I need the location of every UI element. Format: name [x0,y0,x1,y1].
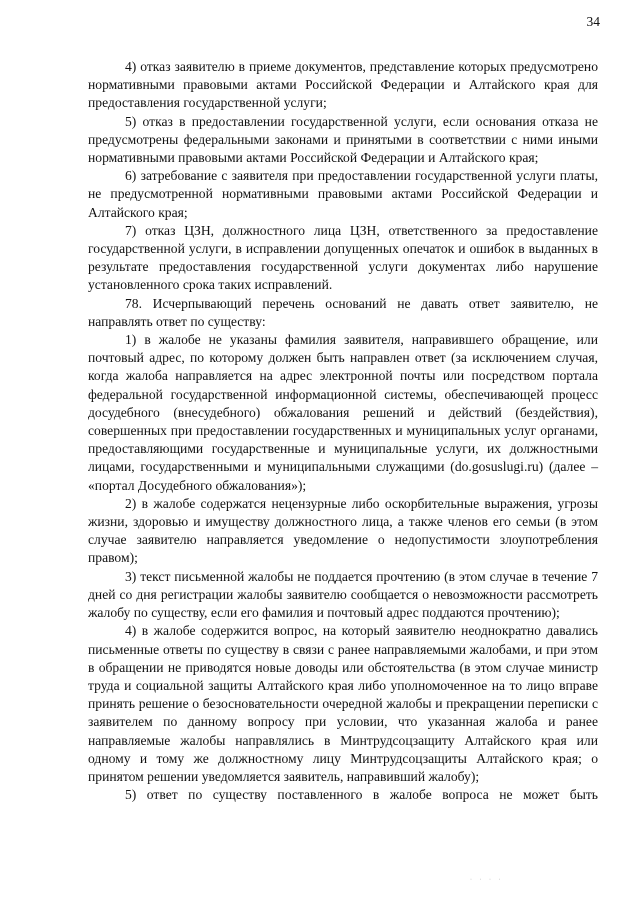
page-number: 34 [586,14,600,29]
paragraph-item-5-refusal-service: 5) отказ в предоставлении государственной услуги, если основания отказа не предусмотрены федеральными законами и принятыми в соответствии с ними иными нормативными правовыми актами Российской Федерации и Алтайского края; [88,113,598,166]
scan-speck-marks: · · · · [470,877,504,883]
paragraph-item-7-correction-refusal: 7) отказ ЦЗН, должностного лица ЦЗН, ответственного за предоставление государственной услуги, в исправлении допущенных опечаток и ошибок в выданных в результате предоставления государственной услуги документах либо нарушение установленного срока таких исправлений. [88,222,598,293]
paragraph-item-4-repeated: 4) в жалобе содержится вопрос, на который заявителю неоднократно давались письменные ответы по существу в связи с ранее направляемыми жалобами, и при этом в обращении не приводятся новые доводы или обстоятельства (в этом случае министр труда и социальной защиты Алтайского края либо уполномоченное на то лицо вправе принять решение о безосновательности очередной жалобы и прекращении переписки с заявителем по данному вопросу при условии, что указанная жалоба и ранее направляемые жалобы направлялись в Минтрудсоцзащиту Алтайского края или одному и тому же должностному лицу Минтрудсоцзащиты Алтайского края; о принятом решении уведомляется заявитель, направивший жалобу); [88,623,598,784]
paragraph-item-4-refusal-docs: 4) отказ заявителю в приеме документов, представление которых предусмотрено нормативными правовыми актами Российской Федерации и Алтайского края для предоставления государственной услуги; [88,59,598,111]
paragraph-item-3-unreadable: 3) текст письменной жалобы не поддается прочтению (в этом случае в течение 7 дней со дня регистрации жалобы заявителю сообщается о невозможности рассмотреть жалобу по существу, если его фамилия и почтовый адрес поддаются прочтению); [88,568,598,621]
paragraph-item-5-cannot-answer: 5) ответ по существу поставленного в жалобе вопроса не может быть [125,787,598,803]
paragraph-item-6-fee-demand: 6) затребование с заявителя при предоставлении государственной услуги платы, не предусмотренной нормативными правовыми актами Российской Федерации и Алтайского края; [88,168,598,220]
paragraph-item-1-no-name: 1) в жалобе не указаны фамилия заявителя, направившего обращение, или почтовый адрес, по которому должен быть направлен ответ (за исключением случая, когда жалоба направляется на адрес электронной почты или посредством портала федеральной государственной информационной системы, обеспечивающей процесс досудебного (внесудебного) обжалования решений и действий (бездействия), совершенных при предоставлении государственных и муниципальных услуг органами, предоставляющими государственные и муниципальные услуги, их должностными лицами, государственными и муниципальными служащими (do.gosuslugi.ru) (далее – «портал Досудебного обжалования»); [88,332,598,493]
document-body [88,58,598,804]
paragraph-item-2-obscene: 2) в жалобе содержатся нецензурные либо оскорбительные выражения, угрозы жизни, здоровью и имуществу должностного лица, а также членов его семьи (в этом случае заявителю направляется уведомление о недопустимости злоупотребления правом); [88,495,598,566]
paragraph-section-78: 78. Исчерпывающий перечень оснований не давать ответ заявителю, не направлять ответ по существу: [88,295,598,329]
